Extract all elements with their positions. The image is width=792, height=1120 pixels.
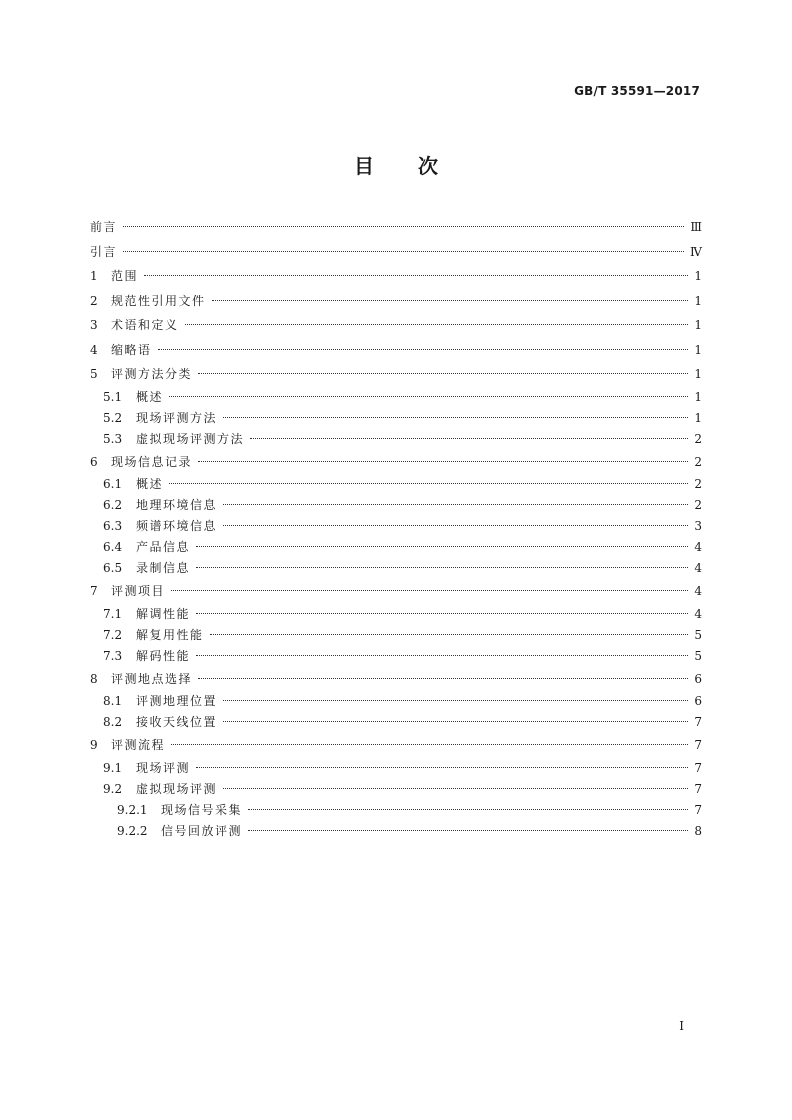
toc-entry[interactable] [90,625,702,646]
toc-dot-leader [158,349,688,350]
toc-entry-number: 9.2 [103,781,123,796]
toc-entry-number: 9.2.2 [117,823,148,838]
toc-entry-label: 虚拟现场评测 [136,781,218,796]
toc-entry-page: 2 [694,477,702,491]
toc-entry-page: 1 [694,410,702,425]
toc-entry-label: 现场评测 [136,760,191,775]
toc-dot-leader [210,634,688,635]
toc-entry-page: 5 [694,648,702,663]
toc-entry-number: 2 [90,293,98,308]
toc-entry-label: 解调性能 [136,606,191,621]
toc-entry-number: 6.3 [103,519,123,533]
toc-entry-number: 5.3 [103,431,123,446]
toc-entry[interactable] [90,313,702,338]
toc-entry[interactable] [90,450,702,475]
toc-dot-leader [123,251,684,252]
toc-entry-number: 6.4 [103,540,123,554]
toc-title: 目次 [354,154,482,178]
toc-entry[interactable] [90,667,702,692]
toc-entry-label: 频谱环境信息 [136,519,218,533]
toc-entry-page: 1 [694,318,702,332]
toc-dot-leader [169,483,688,484]
toc-entry-number: 8.1 [103,694,123,708]
toc-entry-number: 3 [90,318,98,332]
toc-entry-number: 7.1 [103,606,123,621]
toc-dot-leader [196,613,688,614]
toc-dot-leader [248,830,688,831]
toc-entry-label: 录制信息 [136,561,191,575]
toc-entry-number: 5.2 [103,410,123,425]
toc-entry-page: 7 [694,738,702,752]
toc-entry[interactable] [90,495,702,516]
toc-entry[interactable] [90,215,702,240]
toc-entry-page: 7 [694,715,702,729]
toc-entry-label: 范围 [111,269,139,283]
toc-entry-number: 6.5 [103,561,123,575]
standard-number: GB/T 35591—2017 [574,84,700,98]
toc-entry-page: 2 [694,498,702,512]
toc-dot-leader [198,461,688,462]
toc-entry-number: 5 [90,367,98,381]
toc-entry-page: 4 [694,584,702,598]
toc-entry-label: 术语和定义 [111,318,179,332]
toc-entry-page: 4 [694,540,702,554]
toc-dot-leader [185,324,688,325]
toc-entry[interactable] [90,733,702,758]
toc-entry-label: 引言 [90,244,118,259]
toc-entry-number: 6.2 [103,498,123,512]
toc-dot-leader [196,546,688,547]
toc-dot-leader [171,744,688,745]
toc-entry-number: 5.1 [103,389,123,404]
toc-entry-number: 9 [90,738,98,752]
toc-dot-leader [198,678,688,679]
toc-entry[interactable] [90,387,702,408]
toc-entry-number: 8 [90,671,98,686]
toc-entry-label: 虚拟现场评测方法 [136,431,245,446]
toc-entry-number: 7.3 [103,648,123,663]
toc-entry-label: 概述 [136,389,164,404]
toc-entry-label: 缩略语 [111,342,152,357]
toc-entry[interactable] [90,579,702,604]
toc-entry-page: 5 [694,627,702,642]
toc-dot-leader [169,396,688,397]
toc-entry[interactable] [90,362,702,387]
toc-entry[interactable] [90,516,702,537]
toc-dot-leader [196,767,688,768]
toc-entry-number: 8.2 [103,715,123,729]
toc-dot-leader [223,417,688,418]
toc-dot-leader [223,525,688,526]
toc-entry[interactable] [90,779,702,800]
toc-dot-leader [198,373,688,374]
toc-entry-label: 现场评测方法 [136,410,218,425]
toc-entry[interactable] [90,429,702,450]
toc-entry-label: 评测项目 [111,584,166,598]
toc-dot-leader [171,590,688,591]
toc-dot-leader [212,300,688,301]
toc-dot-leader [196,655,688,656]
toc-entry-number: 9.2.1 [117,802,148,817]
toc-entry-label: 地理环境信息 [136,498,218,512]
toc-dot-leader [144,275,688,276]
toc-entry[interactable] [90,691,702,712]
toc-entry-label: 概述 [136,477,164,491]
toc-entry-page: 1 [694,367,702,381]
toc-entry-number: 6 [90,454,98,469]
toc-dot-leader [196,567,688,568]
toc-entry-page: 4 [694,561,702,575]
toc-entry-label: 评测地点选择 [111,671,193,686]
toc-entry[interactable] [90,408,702,429]
toc-entry-label: 评测方法分类 [111,367,193,381]
toc-dot-leader [123,226,684,227]
toc-entry-label: 评测流程 [111,738,166,752]
toc-dot-leader [223,504,688,505]
toc-entry-page: 2 [694,454,702,469]
toc-entry-page: 7 [694,802,702,817]
toc-entry-label: 接收天线位置 [136,715,218,729]
toc-entry[interactable] [90,558,702,579]
toc-entry-page: 4 [694,606,702,621]
toc-entry-page: 6 [694,694,702,708]
toc-entry[interactable] [90,821,702,842]
toc-entry[interactable] [90,537,702,558]
toc-entry-label: 评测地理位置 [136,694,218,708]
toc-entry-page: 1 [694,293,702,308]
toc-entry-label: 解码性能 [136,648,191,663]
toc-entry-page: 7 [694,781,702,796]
toc-entry[interactable] [90,474,702,495]
toc-entry-label: 现场信号采集 [161,802,243,817]
toc-dot-leader [248,809,688,810]
toc-entry-page: 7 [694,760,702,775]
toc-entry-page: 8 [694,823,702,838]
toc-dot-leader [223,788,688,789]
toc-entry[interactable] [90,604,702,625]
toc-entry-number: 7.2 [103,627,123,642]
toc-entry-number: 7 [90,584,98,598]
toc-entry-label: 规范性引用文件 [111,293,206,308]
toc-entry-page: 1 [694,269,702,283]
toc-entry-label: 前言 [90,220,118,234]
toc-dot-leader [223,721,688,722]
toc-entry-label: 现场信息记录 [111,454,193,469]
toc-entry[interactable] [90,289,702,314]
toc-entry-label: 解复用性能 [136,627,204,642]
toc-entry-label: 产品信息 [136,540,191,554]
toc-entry-page: 2 [694,431,702,446]
toc-entry[interactable] [90,800,702,821]
toc-entry-number: 6.1 [103,477,123,491]
toc-entry[interactable] [90,646,702,667]
toc-entry-page: 6 [694,671,702,686]
toc-entry[interactable] [90,758,702,779]
toc-entry-number: 4 [90,342,98,357]
toc-entry-number: 9.1 [103,760,123,775]
toc-entry-page: Ⅳ [690,244,702,259]
page-number: I [679,1019,684,1033]
toc-entry[interactable] [90,712,702,733]
toc-entry[interactable] [90,240,702,265]
toc-entry-page: 1 [694,342,702,357]
toc-entry[interactable] [90,338,702,363]
toc-entry-page: 3 [694,519,702,533]
toc-entry-page: Ⅲ [690,220,702,234]
toc-dot-leader [250,438,688,439]
toc-entry-page: 1 [694,389,702,404]
toc-entry-label: 信号回放评测 [161,823,243,838]
toc-dot-leader [223,700,688,701]
toc-entry[interactable] [90,264,702,289]
table-of-contents [90,215,702,842]
toc-entry-number: 1 [90,269,98,283]
